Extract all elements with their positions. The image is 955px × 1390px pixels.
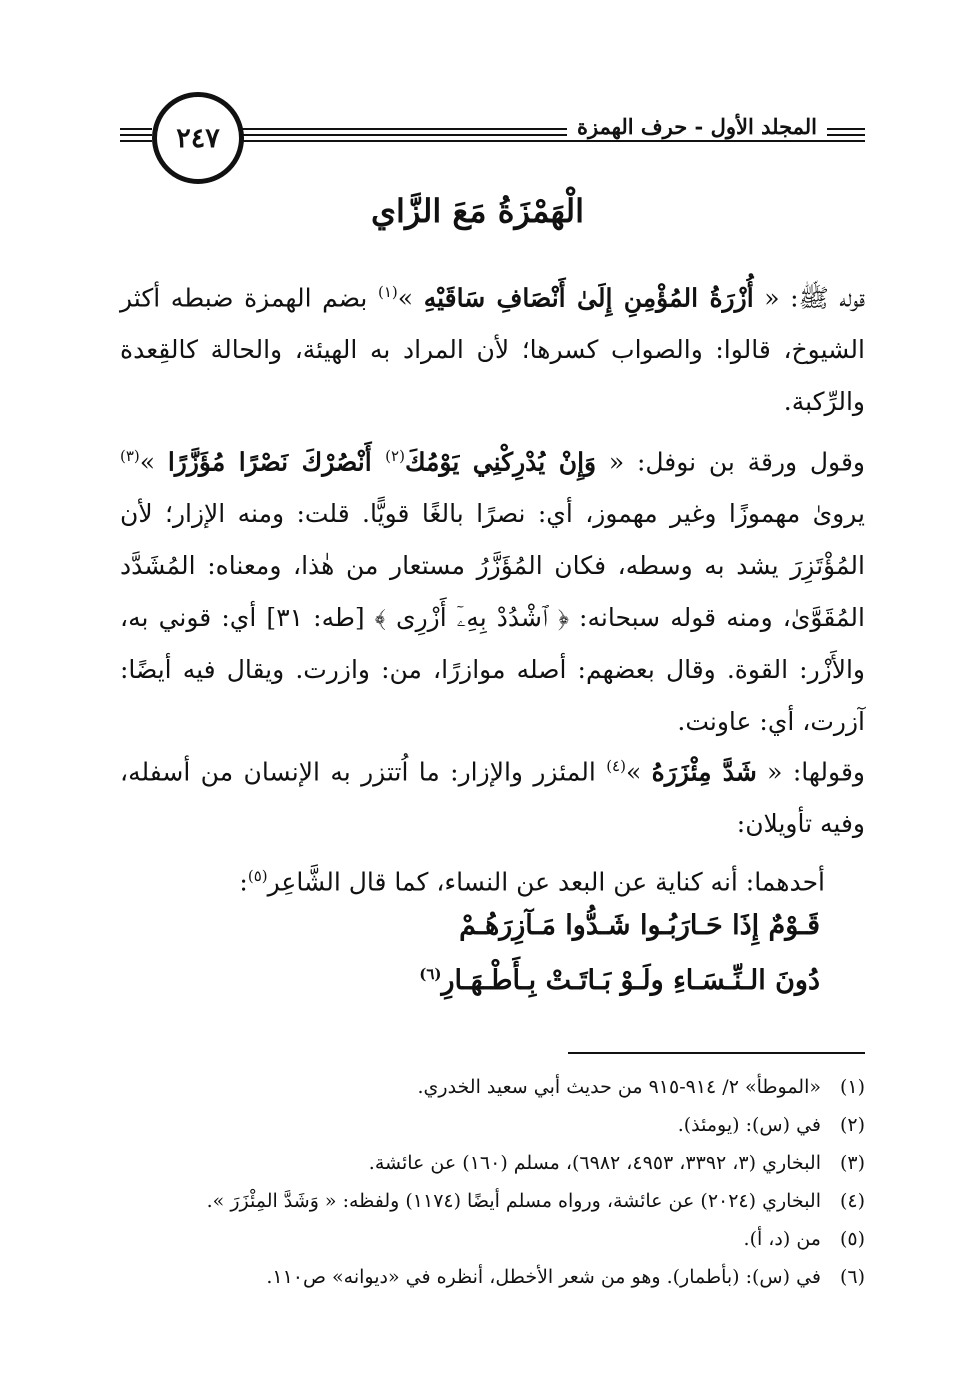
paragraph-3-close: » <box>625 757 652 787</box>
paragraph-4-tail: : <box>239 867 248 897</box>
footnote-ref-4: (٤) <box>606 757 626 775</box>
header-rule-left-middle <box>120 134 152 136</box>
paragraph-3-rest: المئزر والإزار: ما اُتتزر به الإنسان من أسفله، وفيه تأويلان: <box>120 757 865 839</box>
paragraph-1-rest: بضم الهمزة ضبطه أكثر الشيوخ، قالوا: والصواب كسرها؛ لأن المراد به الهيئة، والحالة كالقِعدة والرِّكبة. <box>120 283 865 417</box>
footnote-text: البخاري (٣، ٣٣٩٢، ٤٩٥٣، ٦٩٨٢)، مسلم (١٦٠) عن عائشة. <box>368 1152 821 1174</box>
paragraph-1-close: » <box>397 283 424 313</box>
paragraph-1 <box>120 266 865 428</box>
footnote-text: في (س): (يومئذ). <box>677 1114 821 1136</box>
hadith-quote-1: أُزْرَةُ المُؤْمِنِ إِلَىٰ أَنْصَافِ سَاقَيْهِ <box>423 283 754 313</box>
poem-line-2 <box>160 965 820 996</box>
paragraph-2-close: » <box>139 447 168 477</box>
footnote-6 <box>130 1258 865 1296</box>
footnote-ref-1: (١) <box>378 283 398 301</box>
footnote-number: (٦) <box>839 1266 865 1288</box>
footnote-3 <box>130 1144 865 1182</box>
paragraph-4-text: أحدهما: أنه كناية عن البعد عن النساء، كما قال الشَّاعِر <box>267 867 825 897</box>
footnote-number: (٢) <box>839 1114 865 1136</box>
footnote-text: «الموطأ» ٢/ ٩١٤-٩١٥ من حديث أبي سعيد الخدري. <box>417 1076 821 1098</box>
hadith-quote-2b: أَنْصُرْكَ نَصْرًا مُؤَزَّرًا <box>167 447 386 477</box>
footnote-separator <box>568 1052 865 1054</box>
footnote-ref-5: (٥) <box>247 867 268 886</box>
chapter-title: الْهَمْزَةُ مَعَ الزَّاي <box>371 192 584 230</box>
page-number: ٢٤٧ <box>176 122 220 154</box>
paragraph-3 <box>120 740 865 909</box>
header-rule-left-bottom <box>120 140 152 142</box>
page-header <box>120 92 865 182</box>
paragraph-2 <box>120 430 865 748</box>
paragraph-3-lead: وقولها: « <box>756 757 865 787</box>
footnote-5 <box>130 1220 865 1258</box>
hadith-quote-3: شَدَّ مِئْزَرَهُ <box>651 757 757 787</box>
hadith-quote-2a: وَإِنْ يُدْرِكْنِي يَوْمُكَ <box>404 447 597 477</box>
footnote-ref-3: (٣) <box>120 447 140 465</box>
footnotes <box>130 1068 865 1296</box>
footnote-number: (٤) <box>839 1190 865 1212</box>
poem-line-1: قَـوْمٌ إِذَا حَـارَبُـوا شَـدُّوا مَـآزِرَهُـمْ <box>459 910 820 941</box>
footnote-number: (٥) <box>839 1228 865 1250</box>
page-number-circle <box>152 92 244 184</box>
running-head: المجلد الأول - حرف الهمزة <box>567 114 827 139</box>
header-rule-left-top <box>120 128 152 130</box>
paragraph-1-lead: قوله ﷺ: « <box>753 283 865 313</box>
paragraph-4 <box>120 850 865 908</box>
footnote-number: (١) <box>839 1076 865 1098</box>
footnote-ref-6: (٦) <box>419 965 442 983</box>
footnote-text: البخاري (٢٠٢٤) عن عائشة، ورواه مسلم أيضًا (١١٧٤) ولفظه: « وَشَدَّ المِئْزَرَ ». <box>206 1190 821 1212</box>
footnote-number: (٣) <box>839 1152 865 1174</box>
footnote-1 <box>130 1068 865 1106</box>
footnote-ref-2: (٢) <box>385 447 405 465</box>
footnote-text: في (س): (بأطمار). وهو من شعر الأخطل، أنظره في «ديوانه» ص١١٠. <box>266 1266 821 1288</box>
footnote-2 <box>130 1106 865 1144</box>
header-rule-bottom <box>230 140 865 142</box>
footnote-4 <box>130 1182 865 1220</box>
footnote-text: من (د، أ). <box>743 1228 821 1250</box>
paragraph-2-lead: وقول ورقة بن نوفل: « <box>596 447 865 477</box>
paragraph-2-rest: يروىٰ مهموزًا وغير مهموز، أي: نصرًا بالغًا قويًّا. قلت: ومنه الإزار؛ لأن المُؤْتَزِرَ يشد به وسطه، فكان المُؤَزَّرُ مستعار من هٰذا، ومعناه: المُشَدَّد المُقَوَّىٰ، ومنه قوله سبحانه: ﴿ ٱشْدُدْ بِهِۦٓ أَزْرِى ﴾ [طه: ٣١] أي: قوني به، والأَزْر: القوة. وقال بعضهم: أصله موازرًا، من: وازرت. ويقال فيه أيضًا: آزرت، أي: عاونت. <box>120 499 865 737</box>
poem-line-2-text: دُونَ الـنِّـسَـاءِ ولَـوْ بَـاتَـتْ بِـأَطْـهَـارِ <box>441 965 820 996</box>
